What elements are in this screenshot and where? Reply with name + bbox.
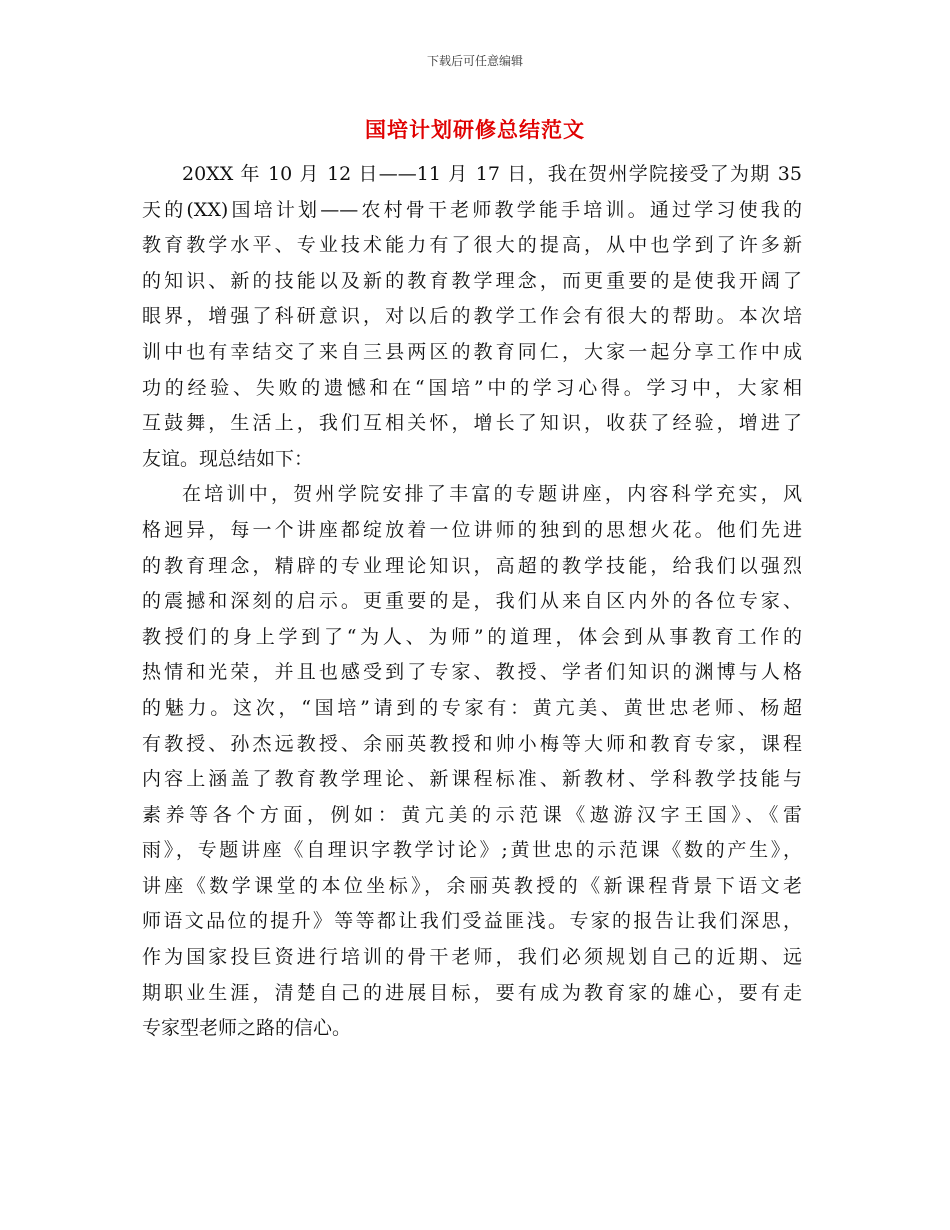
text-line: 有教授、孙杰远教授、余丽英教授和帅小梅等大师和教育专家，课程 [142,732,802,755]
text-line: 互鼓舞，生活上，我们互相关怀，增长了知识，收获了经验，增进了 [142,412,802,435]
text-line: 20XX 年 10 月 12 日——11 月 17 日，我在贺州学院接受了为期 35 [182,163,802,185]
text-line: 的知识、新的技能以及新的教育教学理念，而更重要的是使我开阔了 [142,269,802,292]
page-header-note: 下载后可任意编辑 [426,54,523,68]
text-line: 功的经验、失败的遗憾和在“国培”中的学习心得。学习中，大家相 [142,376,802,399]
document-body [142,157,802,1047]
text-line: 专家型老师之路的信心。 [142,1017,352,1040]
paragraph-1 [142,157,802,477]
text-line: 友谊。现总结如下： [142,447,314,470]
text-line: 内容上涵盖了教育教学理论、新课程标准、新教材、学科教学技能与 [142,768,802,791]
text-line: 雨》，专题讲座《自理识字教学讨论》;黄世忠的示范课《数的产生》， [142,839,802,862]
text-line: 教育教学水平、专业技术能力有了很大的提高，从中也学到了许多新 [142,234,802,257]
text-line: 师语文品位的提升》等等都让我们受益匪浅。专家的报告让我们深思， [142,910,802,933]
text-line: 眼界，增强了科研意识，对以后的教学工作会有很大的帮助。本次培 [142,305,802,328]
text-line: 的教育理念，精辟的专业理论知识，高超的教学技能，给我们以强烈 [142,554,802,577]
text-line: 素养等各个方面，例如：黄亢美的示范课《遨游汉字王国》、《雷 [142,803,802,826]
text-line: 训中也有幸结交了来自三县两区的教育同仁，大家一起分享工作中成 [142,340,802,363]
document-title: 国培计划研修总结范文 [365,118,585,142]
text-line: 的震撼和深刻的启示。更重要的是，我们从来自区内外的各位专家、 [142,590,802,613]
text-line: 讲座《数学课堂的本位坐标》，余丽英教授的《新课程背景下语文老 [142,874,802,897]
text-line: 教授们的身上学到了“为人、为师”的道理，体会到从事教育工作的 [142,625,802,648]
text-line: 在培训中，贺州学院安排了丰富的专题讲座，内容科学充实，风 [182,483,802,506]
text-line: 的魅力。这次，“国培”请到的专家有：黄亢美、黄世忠老师、杨超 [142,696,802,719]
text-line: 天的(XX)国培计划——农村骨干老师教学能手培训。通过学习使我的 [142,198,802,221]
text-line: 热情和光荣，并且也感受到了专家、教授、学者们知识的渊博与人格 [142,661,802,684]
text-line: 期职业生涯，清楚自己的进展目标，要有成为教育家的雄心，要有走 [142,981,802,1004]
text-line: 作为国家投巨资进行培训的骨干老师，我们必须规划自己的近期、远 [142,946,802,969]
text-line: 格迥异，每一个讲座都绽放着一位讲师的独到的思想火花。他们先进 [142,518,802,541]
paragraph-2 [142,477,802,1047]
